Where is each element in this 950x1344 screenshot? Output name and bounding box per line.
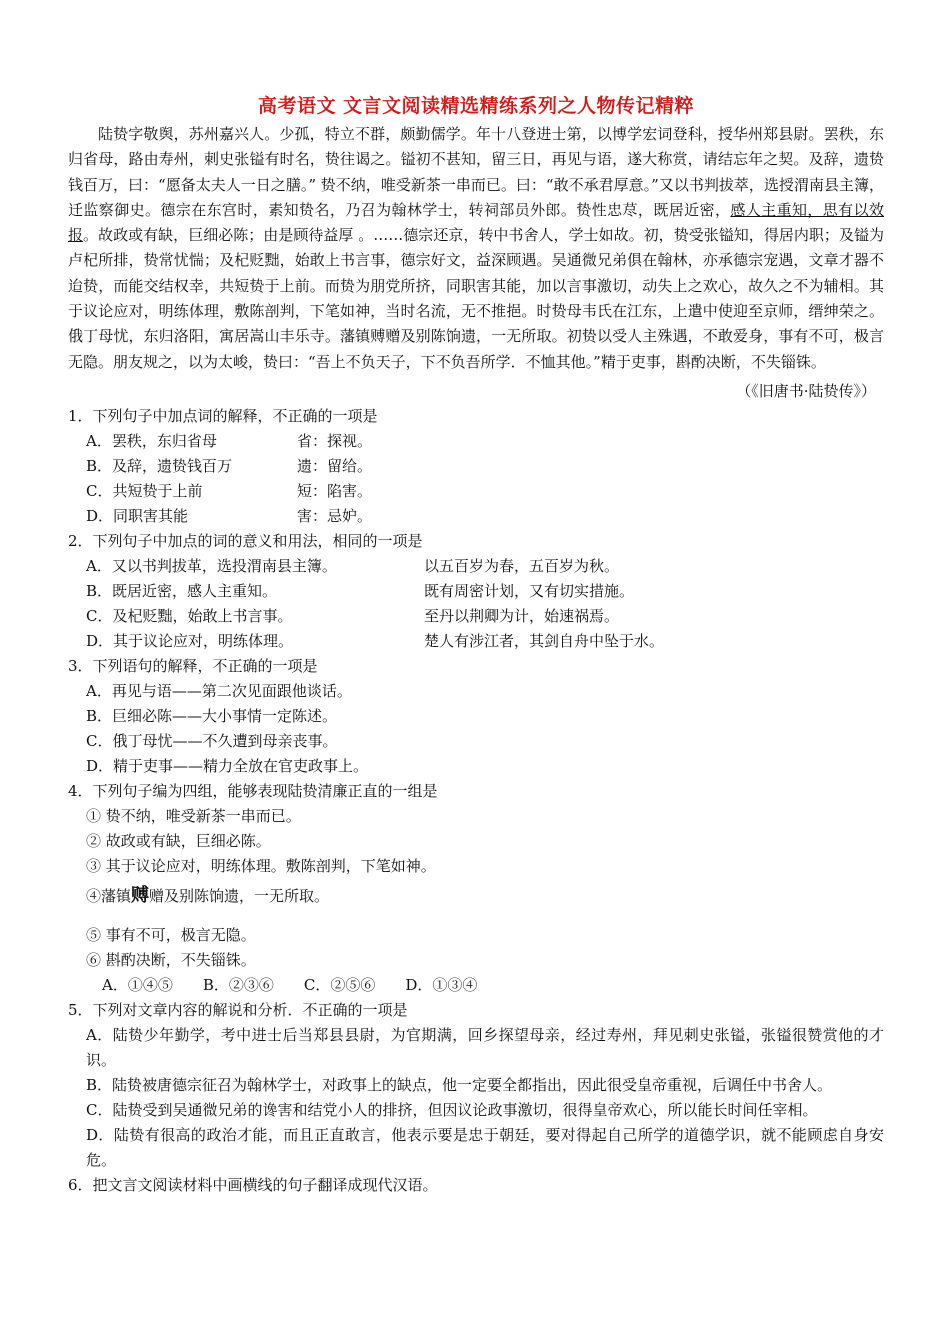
q2-option-d xyxy=(68,629,884,654)
q1-option-b-gloss: 遗：留给。 xyxy=(297,456,373,475)
passage-paragraph xyxy=(68,122,884,375)
q1-option-d-text: D．同职害其能 xyxy=(86,506,189,525)
question-5-stem: 5．下列对文章内容的解说和分析．不正确的一项是 xyxy=(68,1000,408,1019)
q2-option-b-left: B．既居近密，感人主重知。 xyxy=(86,581,278,600)
passage-source: （《旧唐书·陆贽传》） xyxy=(736,381,876,400)
question-3-stem: 3．下列语句的解释，不正确的一项是 xyxy=(68,656,318,675)
passage-text-2: 。故政或有缺，巨细必陈；由是顾待益厚 。……德宗还京，转中书舍人，学士如故。初，贽受张镒知，得居内职；及镒为卢杞所排，贽常忧惴；及杞贬黜，始敢上书言事，德宗好文，益深顾遇。吴通微兄弟俱在翰林，亦承德宗宠遇，文章才器不迨贽，而能交结权幸，共短贽于上前。而贽为朋党所挤，同职害其能，加以言事激切，动失上之欢心，故久之不为辅相。其于议论应对，明练体理，敷陈剖判，下笔如神，当时名流，无不推挹。时贽母韦氏在江东，上遣中使迎至京师，缙绅荣之。俄丁母忧，东归洛阳，寓居嵩山丰乐寺。藩镇赙赠及别陈饷遗，一无所取。初贽以受人主殊遇，不敢爱身，事有不可，极言无隐。朋友规之，以为太峻，贽曰：“吾上不负天子，下不负吾所学．不恤其他。”精于吏事，斟酌决断，不失锱铢。 xyxy=(68,226,884,371)
q1-option-b-text: B．及辞，遗贽钱百万 xyxy=(86,456,233,475)
q2-option-d-left: D．其于议论应对，明练体理。 xyxy=(86,631,294,650)
q1-option-a xyxy=(68,429,884,454)
passage-text-1: 陆贽字敬舆，苏州嘉兴人。少孤，特立不群，颇勤儒学。年十八登进士第，以博学宏词登科，授华州郑县尉。罢秩，东归省母，路由寿州，刺史张镒有时名，贽往谒之。镒初不甚知，留三日，再见与语，遂大称赏，请结忘年之契。及辞，遗贽钱百万，曰：“愿备太夫人一日之膳。” 贽不纳，唯受新茶一串而已。曰：“敢不承君厚意。”又以书判拔萃，选授渭南县主簿，迁监察御史。德宗在东宫时，素知贽名，乃召为翰林学士，转祠部员外郎。贽性忠荩，既居近密， xyxy=(68,125,884,219)
q2-option-c-left: C．及杞贬黜，始敢上书言事。 xyxy=(86,606,293,625)
q4-item-1: ① 贽不纳，唯受新茶一串而已。 xyxy=(86,806,301,825)
q3-option-c: C．俄丁母忧——不久遭到母亲丧事。 xyxy=(86,731,338,750)
q4-item-3: ③ 其于议论应对，明练体理。敷陈剖判，下笔如神。 xyxy=(86,856,436,875)
q2-option-c-right: 至丹以荆卿为计，始速祸焉。 xyxy=(424,606,620,625)
q1-option-a-text: A．罢秩，东归省母 xyxy=(86,431,217,450)
question-6-stem: 6．把文言文阅读材料中画横线的句子翻译成现代汉语。 xyxy=(68,1175,438,1194)
q5-option-c: C．陆贽受到吴通微兄弟的谗害和结党小人的排挤，但因议论政事激切，很得皇帝欢心，所以能长时间任宰相。 xyxy=(86,1100,818,1119)
q4-item-4 xyxy=(68,883,884,909)
q2-option-b-right: 既有周密计划，又有切实措施。 xyxy=(424,581,635,600)
q1-option-d xyxy=(68,504,884,529)
q2-option-b xyxy=(68,579,884,604)
q5-option-a: A．陆贽少年勤学，考中进士后当郑县县尉，为官期满，回乡探望母亲，经过寿州，拜见刺史张镒，张镒很赞赏他的才识。 xyxy=(86,1025,884,1069)
q2-option-a-right: 以五百岁为春，五百岁为秋。 xyxy=(424,556,620,575)
q1-option-b xyxy=(68,454,884,479)
q2-option-a xyxy=(68,554,884,579)
q4-item-4-pre: ④藩镇 xyxy=(86,886,132,905)
question-2-stem: 2．下列句子中加点的词的意义和用法，相同的一项是 xyxy=(68,531,423,550)
document-page xyxy=(68,92,884,1198)
q1-option-d-gloss: 害：忌妒。 xyxy=(297,506,373,525)
document-title: 高考语文 文言文阅读精选精练系列之人物传记精粹 xyxy=(257,95,695,117)
q3-option-d: D．精于吏事——精力全放在官吏政事上。 xyxy=(86,756,369,775)
q5-option-b: B．陆贽被唐德宗征召为翰林学士，对政事上的缺点，他一定要全都指出，因此很受皇帝重视，后调任中书舍人。 xyxy=(86,1075,833,1094)
q1-option-a-gloss: 省：探视。 xyxy=(297,431,373,450)
question-4-stem: 4．下列句子编为四组，能够表现陆贽清廉正直的一组是 xyxy=(68,781,438,800)
q3-option-b: B．巨细必陈——大小事情一定陈述。 xyxy=(86,706,338,725)
spacer xyxy=(68,909,884,923)
q4-choices: A．①④⑤ B．②③⑥ C．②⑤⑥ D．①③④ xyxy=(102,975,478,994)
q4-item-4-char: 赙 xyxy=(131,884,150,906)
q1-option-c-gloss: 短：陷害。 xyxy=(297,481,373,500)
q2-option-c xyxy=(68,604,884,629)
q5-option-d: D．陆贽有很高的政治才能，而且正直敢言，他表示要是忠于朝廷，要对得起自己所学的道德学识，就不能顾虑自身安危。 xyxy=(86,1125,884,1169)
q1-option-c-text: C．共短贽于上前 xyxy=(86,481,203,500)
underlined-sentence: 感人主重知，思有以效报 xyxy=(68,200,884,245)
q4-item-4-post: 赠及别陈饷遗，一无所取。 xyxy=(149,886,330,905)
q1-option-c xyxy=(68,479,884,504)
q4-item-2: ② 故政或有缺，巨细必陈。 xyxy=(86,831,271,850)
q2-option-a-left: A．又以书判拔革，选投渭南县主簿。 xyxy=(86,556,337,575)
q3-option-a: A．再见与语——第二次见面跟他谈话。 xyxy=(86,681,352,700)
q4-item-6: ⑥ 斟酌决断，不失锱铢。 xyxy=(86,950,256,969)
q2-option-d-right: 楚人有涉江者，其剑自舟中坠于水。 xyxy=(424,631,665,650)
question-1-stem: 1．下列句子中加点词的解释，不正确的一项是 xyxy=(68,406,378,425)
q4-item-5: ⑤ 事有不可，极言无隐。 xyxy=(86,925,256,944)
